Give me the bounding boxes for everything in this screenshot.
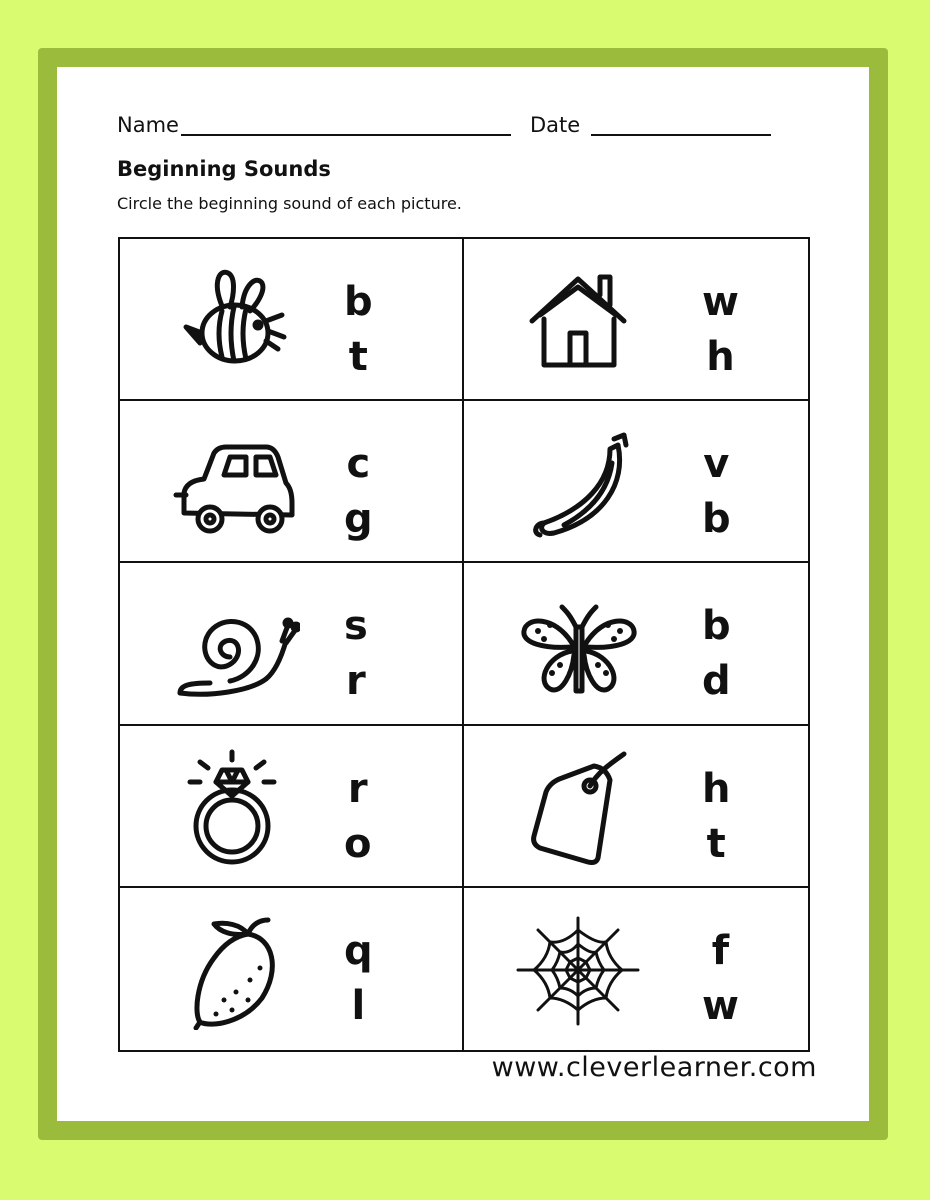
letter-choices (702, 599, 731, 709)
exercise-cell (120, 239, 464, 401)
letter-option[interactable]: h (702, 765, 731, 812)
letter-option[interactable]: t (348, 334, 368, 380)
letter-option[interactable]: s (344, 603, 368, 650)
letter-option[interactable]: w (702, 982, 739, 1029)
exercise-cell (120, 563, 464, 725)
letter-option[interactable]: q (344, 927, 373, 974)
letter-choices (344, 599, 368, 709)
letter-option[interactable]: b (702, 496, 731, 543)
letter-option[interactable]: l (351, 982, 366, 1029)
letter-choices (344, 275, 373, 385)
spider-web-icon (514, 910, 644, 1030)
letter-choices (702, 762, 730, 872)
exercise-cell (120, 726, 464, 888)
date-label: Date (530, 113, 581, 137)
website-link[interactable]: www.cleverlearner.com (491, 1052, 817, 1083)
letter-choices (344, 762, 371, 872)
exercise-cell (464, 726, 808, 888)
letter-option[interactable]: f (711, 927, 730, 974)
bee-icon (170, 261, 300, 381)
worksheet (57, 67, 869, 1121)
lemon-icon (170, 910, 300, 1030)
exercise-cell (464, 401, 808, 563)
letter-option[interactable]: b (344, 279, 373, 325)
letter-option[interactable]: r (347, 765, 368, 812)
letter-choices (702, 924, 739, 1034)
letter-option[interactable]: c (346, 441, 371, 488)
exercise-cell (464, 888, 808, 1050)
letter-option[interactable]: b (702, 603, 731, 650)
letter-option[interactable]: v (703, 441, 730, 488)
house-icon (514, 261, 644, 381)
letter-choices (344, 924, 373, 1034)
letter-option[interactable]: g (344, 496, 373, 543)
instructions: Circle the beginning sound of each picture. (117, 194, 462, 213)
exercise-cell (464, 563, 808, 725)
exercise-cell (120, 888, 464, 1050)
letter-option[interactable]: t (706, 820, 726, 867)
ring-icon (170, 748, 300, 868)
car-icon (170, 423, 300, 543)
snail-icon (170, 585, 300, 705)
name-field-line (181, 134, 511, 136)
letter-choices (702, 437, 731, 547)
letter-option[interactable]: r (346, 658, 366, 705)
butterfly-icon (514, 585, 644, 705)
name-label: Name (117, 113, 179, 137)
letter-choices (702, 275, 739, 385)
letter-option[interactable]: h (706, 334, 735, 380)
exercise-cell (120, 401, 464, 563)
tag-icon (514, 748, 644, 868)
letter-option[interactable]: w (702, 279, 739, 325)
worksheet-title: Beginning Sounds (117, 157, 331, 181)
banana-icon (514, 423, 644, 543)
exercise-grid (118, 237, 810, 1052)
letter-option[interactable]: d (702, 658, 731, 705)
letter-choices (344, 437, 373, 547)
date-field-line (591, 134, 771, 136)
letter-option[interactable]: o (344, 820, 372, 867)
exercise-cell (464, 239, 808, 401)
